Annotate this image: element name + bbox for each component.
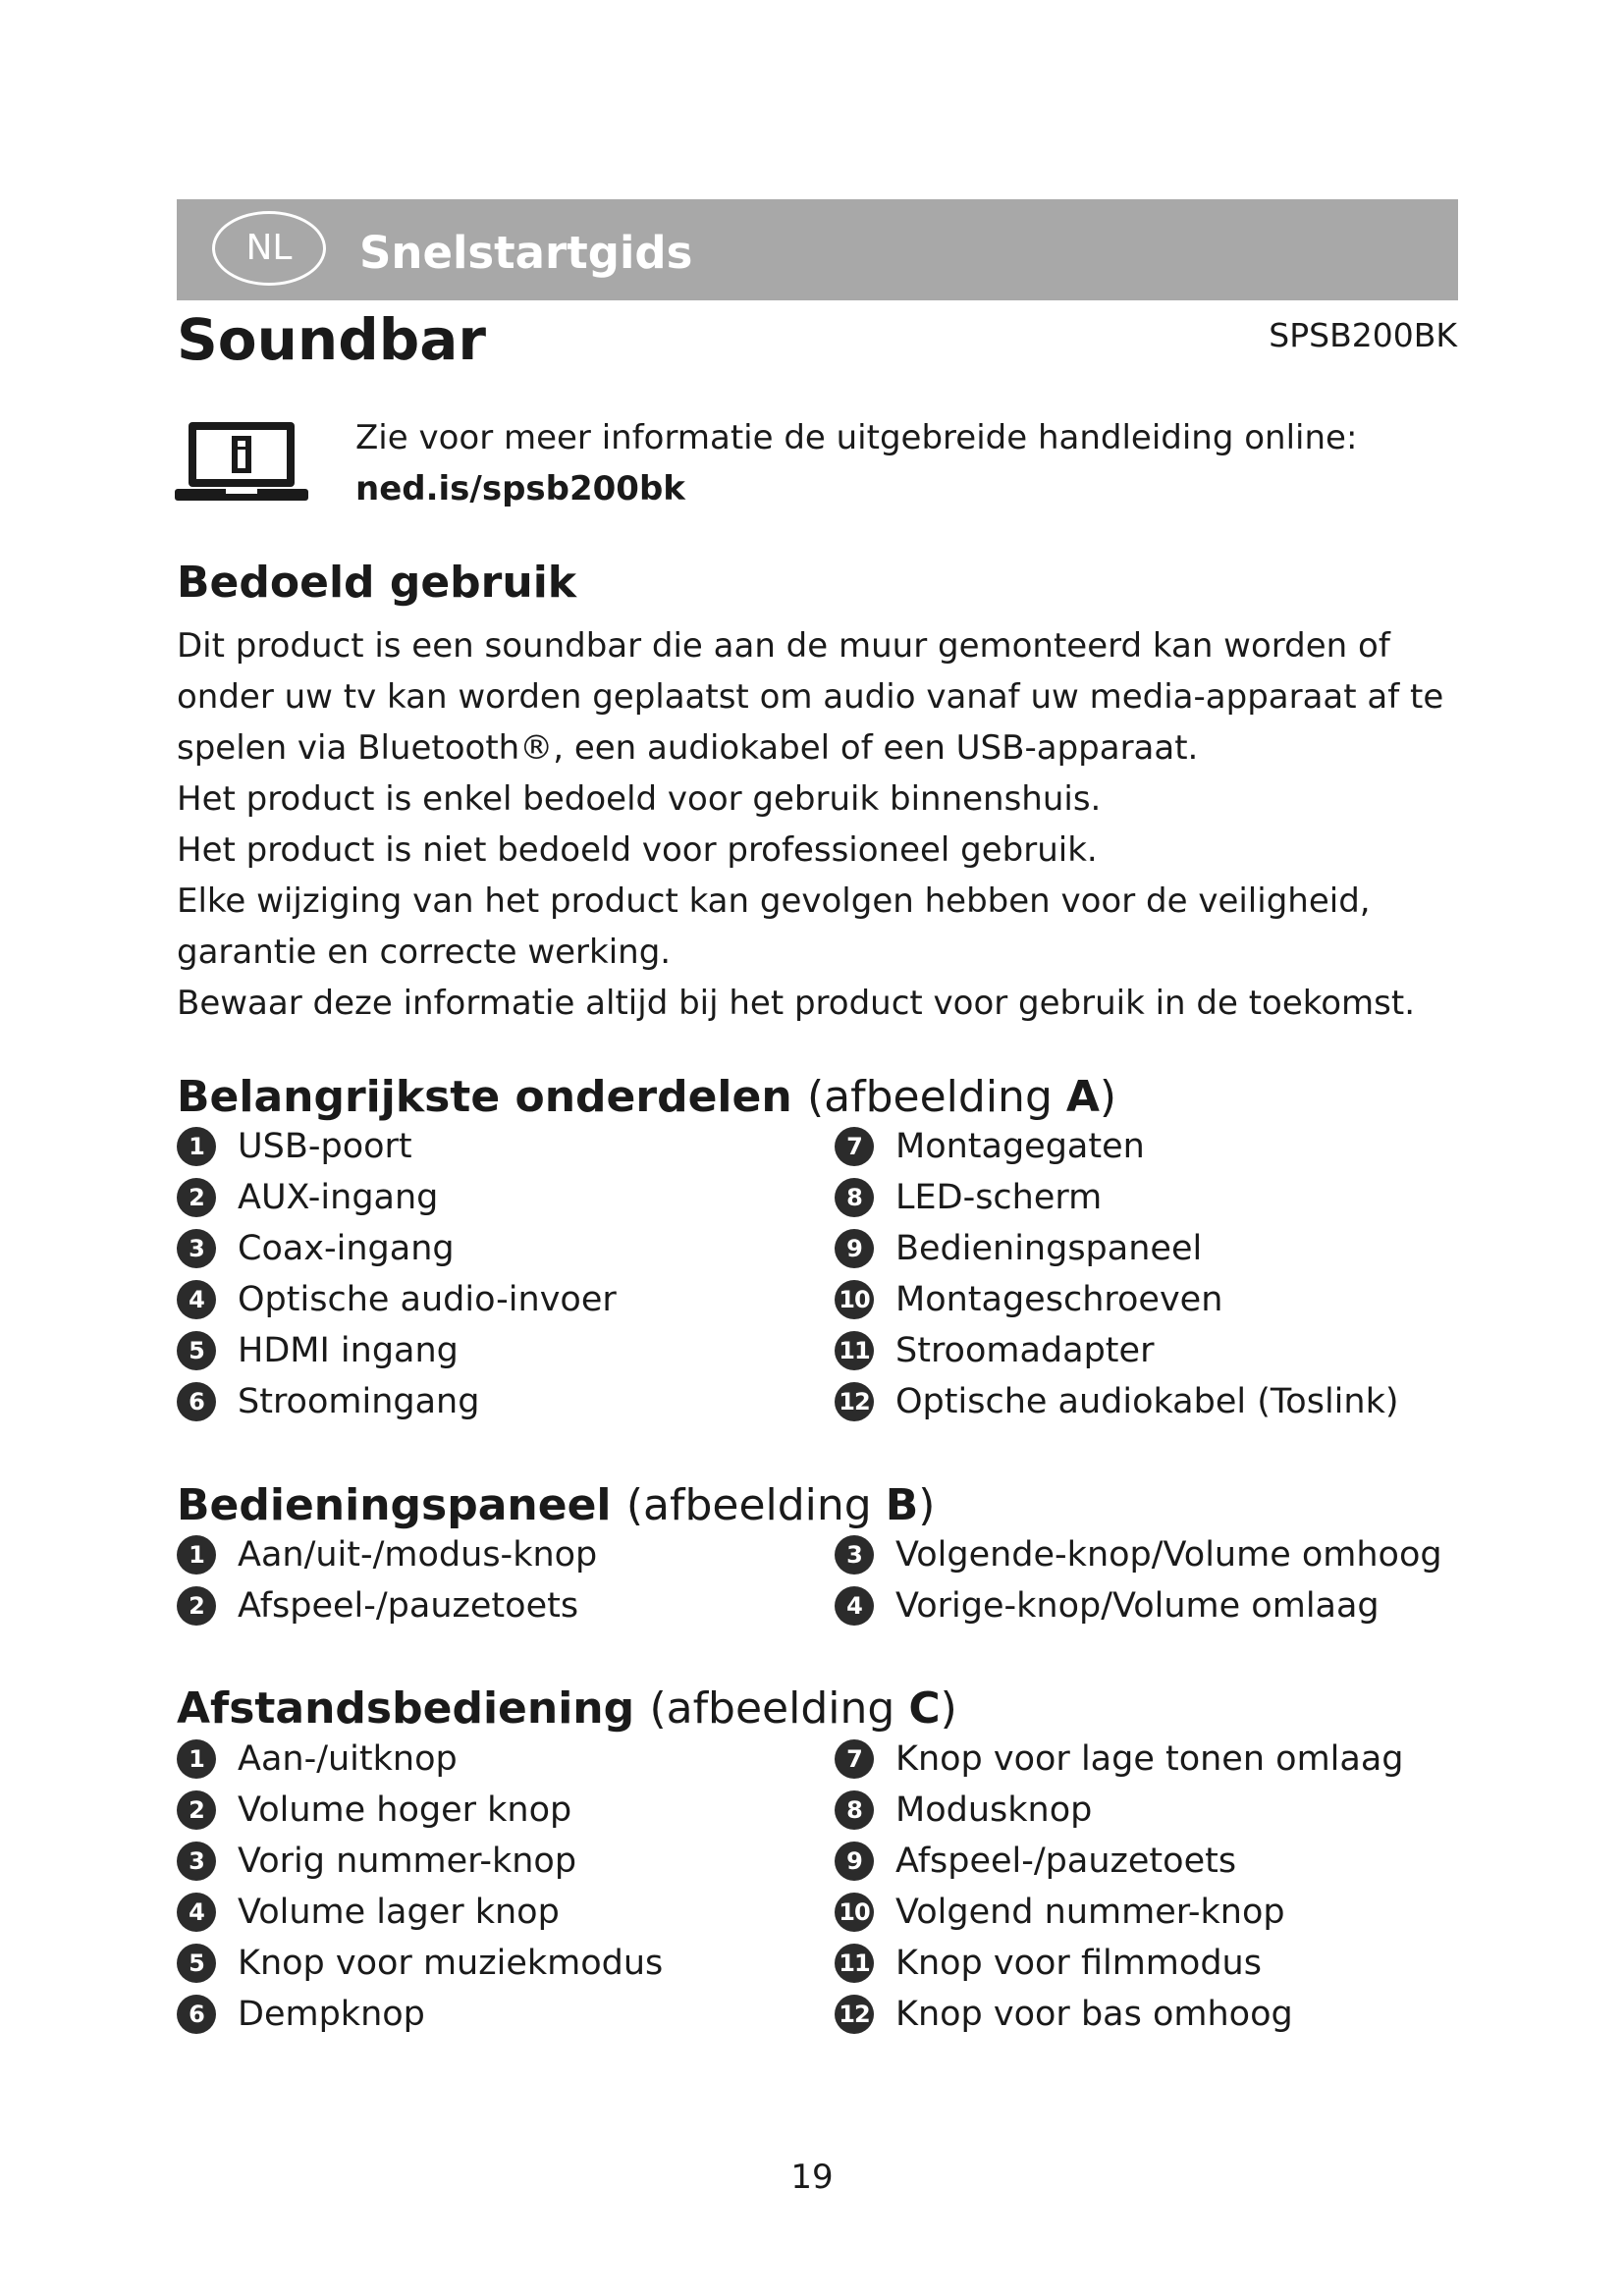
figure-ref-suffix: ) <box>1099 1072 1117 1122</box>
item-label: Knop voor lage tonen omlaag <box>895 1739 1404 1779</box>
item-label: Montageschroeven <box>895 1280 1223 1319</box>
list-item <box>835 1938 1404 1989</box>
number-badge: 1 <box>177 1739 216 1779</box>
main-parts-list-right <box>835 1121 1399 1427</box>
item-label: Montagegaten <box>895 1127 1145 1166</box>
list-item <box>177 1938 663 1989</box>
item-label: Vorige-knop/Volume omlaag <box>895 1586 1380 1626</box>
number-badge: 11 <box>835 1944 874 1983</box>
control-panel-list-right <box>835 1529 1442 1631</box>
list-item <box>835 1376 1399 1427</box>
number-badge: 12 <box>835 1995 874 2034</box>
header-banner <box>177 199 1458 300</box>
intended-use-text <box>177 620 1463 1029</box>
number-badge: 1 <box>177 1535 216 1575</box>
item-label: Stroomingang <box>238 1382 480 1421</box>
figure-ref-letter: C <box>908 1683 941 1734</box>
number-badge: 4 <box>177 1893 216 1932</box>
main-parts-heading <box>177 1072 1116 1122</box>
intended-use-heading: Bedoeld gebruik <box>177 558 577 608</box>
paragraph: Het product is enkel bedoeld voor gebruik binnenshuis. <box>177 779 1102 819</box>
item-label: Optische audiokabel (Toslink) <box>895 1382 1399 1421</box>
item-label: Optische audio-invoer <box>238 1280 617 1319</box>
item-label: Bedieningspaneel <box>895 1229 1203 1268</box>
figure-ref-letter: A <box>1065 1072 1100 1122</box>
item-label: Volume hoger knop <box>238 1790 572 1830</box>
number-badge: 5 <box>177 1331 216 1370</box>
product-title: Soundbar <box>177 306 486 373</box>
number-badge: 7 <box>835 1739 874 1779</box>
list-item <box>177 1376 617 1427</box>
number-badge: 8 <box>835 1178 874 1217</box>
list-item <box>835 1325 1399 1376</box>
number-badge: 2 <box>177 1790 216 1830</box>
number-badge: 9 <box>835 1842 874 1881</box>
number-badge: 12 <box>835 1382 874 1421</box>
item-label: Knop voor filmmodus <box>895 1944 1262 1983</box>
list-item <box>835 1989 1404 2040</box>
model-number: SPSB200BK <box>1269 316 1457 354</box>
number-badge: 7 <box>835 1127 874 1166</box>
figure-ref-suffix: ) <box>940 1683 957 1734</box>
item-label: Afspeel-/pauzetoets <box>895 1842 1237 1881</box>
list-item <box>835 1274 1399 1325</box>
number-badge: 10 <box>835 1280 874 1319</box>
number-badge: 6 <box>177 1995 216 2034</box>
page-number: 19 <box>790 2158 834 2197</box>
number-badge: 2 <box>177 1586 216 1626</box>
number-badge: 2 <box>177 1178 216 1217</box>
control-panel-heading <box>177 1480 935 1530</box>
paragraph: Elke wijziging van het product kan gevolgen hebben voor de veiligheid, garantie en correcte werking. <box>177 881 1371 972</box>
figure-ref-prefix: (afbeelding <box>806 1072 1066 1122</box>
list-item <box>835 1121 1399 1172</box>
paragraph: Dit product is een soundbar die aan de muur gemonteerd kan worden of onder uw tv kan worden geplaatst om audio vanaf uw media-apparaat af te spelen via Bluetooth®, een audiokabel of een USB-apparaat. <box>177 626 1444 768</box>
number-badge: 9 <box>835 1229 874 1268</box>
list-item <box>835 1734 1404 1785</box>
paragraph: Bewaar deze informatie altijd bij het product voor gebruik in de toekomst. <box>177 984 1416 1023</box>
number-badge: 6 <box>177 1382 216 1421</box>
item-label: Afspeel-/pauzetoets <box>238 1586 579 1626</box>
number-badge: 1 <box>177 1127 216 1166</box>
number-badge: 10 <box>835 1893 874 1932</box>
item-label: Aan-/uitknop <box>238 1739 458 1779</box>
list-item <box>177 1121 617 1172</box>
list-item <box>835 1172 1399 1223</box>
remote-list-right <box>835 1734 1404 2040</box>
control-panel-list-left <box>177 1529 597 1631</box>
item-label: Dempknop <box>238 1995 425 2034</box>
item-label: Volgende-knop/Volume omhoog <box>895 1535 1442 1575</box>
item-label: Modusknop <box>895 1790 1093 1830</box>
figure-ref-prefix: (afbeelding <box>625 1480 886 1530</box>
item-label: Aan/uit-/modus-knop <box>238 1535 598 1575</box>
number-badge: 4 <box>177 1280 216 1319</box>
list-item <box>835 1836 1404 1887</box>
number-badge: 11 <box>835 1331 874 1370</box>
manual-url[interactable]: ned.is/spsb200bk <box>355 469 685 508</box>
list-item <box>835 1785 1404 1836</box>
item-label: AUX-ingang <box>238 1178 439 1217</box>
paragraph: Het product is niet bedoeld voor professioneel gebruik. <box>177 830 1098 870</box>
number-badge: 3 <box>177 1229 216 1268</box>
heading-text: Afstandsbediening <box>177 1683 635 1734</box>
heading-text: Bedieningspaneel <box>177 1480 612 1530</box>
figure-ref-prefix: (afbeelding <box>649 1683 909 1734</box>
list-item <box>835 1887 1404 1938</box>
list-item <box>177 1274 617 1325</box>
info-block <box>355 412 1357 514</box>
number-badge: 3 <box>177 1842 216 1881</box>
remote-list-left <box>177 1734 663 2040</box>
list-item <box>177 1172 617 1223</box>
item-label: Volgend nummer-knop <box>895 1893 1285 1932</box>
number-badge: 4 <box>835 1586 874 1626</box>
info-text: Zie voor meer informatie de uitgebreide handleiding online: <box>355 418 1358 457</box>
list-item <box>177 1580 597 1631</box>
list-item <box>177 1223 617 1274</box>
item-label: HDMI ingang <box>238 1331 459 1370</box>
language-badge: NL <box>212 211 326 286</box>
list-item <box>177 1734 663 1785</box>
remote-heading <box>177 1683 957 1734</box>
heading-text: Belangrijkste onderdelen <box>177 1072 792 1122</box>
list-item <box>177 1989 663 2040</box>
item-label: Vorig nummer-knop <box>238 1842 577 1881</box>
list-item <box>177 1887 663 1938</box>
item-label: Volume lager knop <box>238 1893 560 1932</box>
item-label: Knop voor bas omhoog <box>895 1995 1293 2034</box>
item-label: Knop voor muziekmodus <box>238 1944 664 1983</box>
figure-ref-suffix: ) <box>918 1480 936 1530</box>
number-badge: 8 <box>835 1790 874 1830</box>
list-item <box>835 1580 1442 1631</box>
main-parts-list-left <box>177 1121 617 1427</box>
laptop-info-icon <box>175 418 308 508</box>
item-label: Stroomadapter <box>895 1331 1155 1370</box>
list-item <box>177 1529 597 1580</box>
item-label: USB-poort <box>238 1127 412 1166</box>
figure-ref-letter: B <box>885 1480 919 1530</box>
item-label: Coax-ingang <box>238 1229 455 1268</box>
list-item <box>177 1836 663 1887</box>
number-badge: 3 <box>835 1535 874 1575</box>
item-label: LED-scherm <box>895 1178 1103 1217</box>
list-item <box>177 1325 617 1376</box>
list-item <box>835 1223 1399 1274</box>
number-badge: 5 <box>177 1944 216 1983</box>
guide-title: Snelstartgids <box>359 227 693 279</box>
list-item <box>177 1785 663 1836</box>
list-item <box>835 1529 1442 1580</box>
